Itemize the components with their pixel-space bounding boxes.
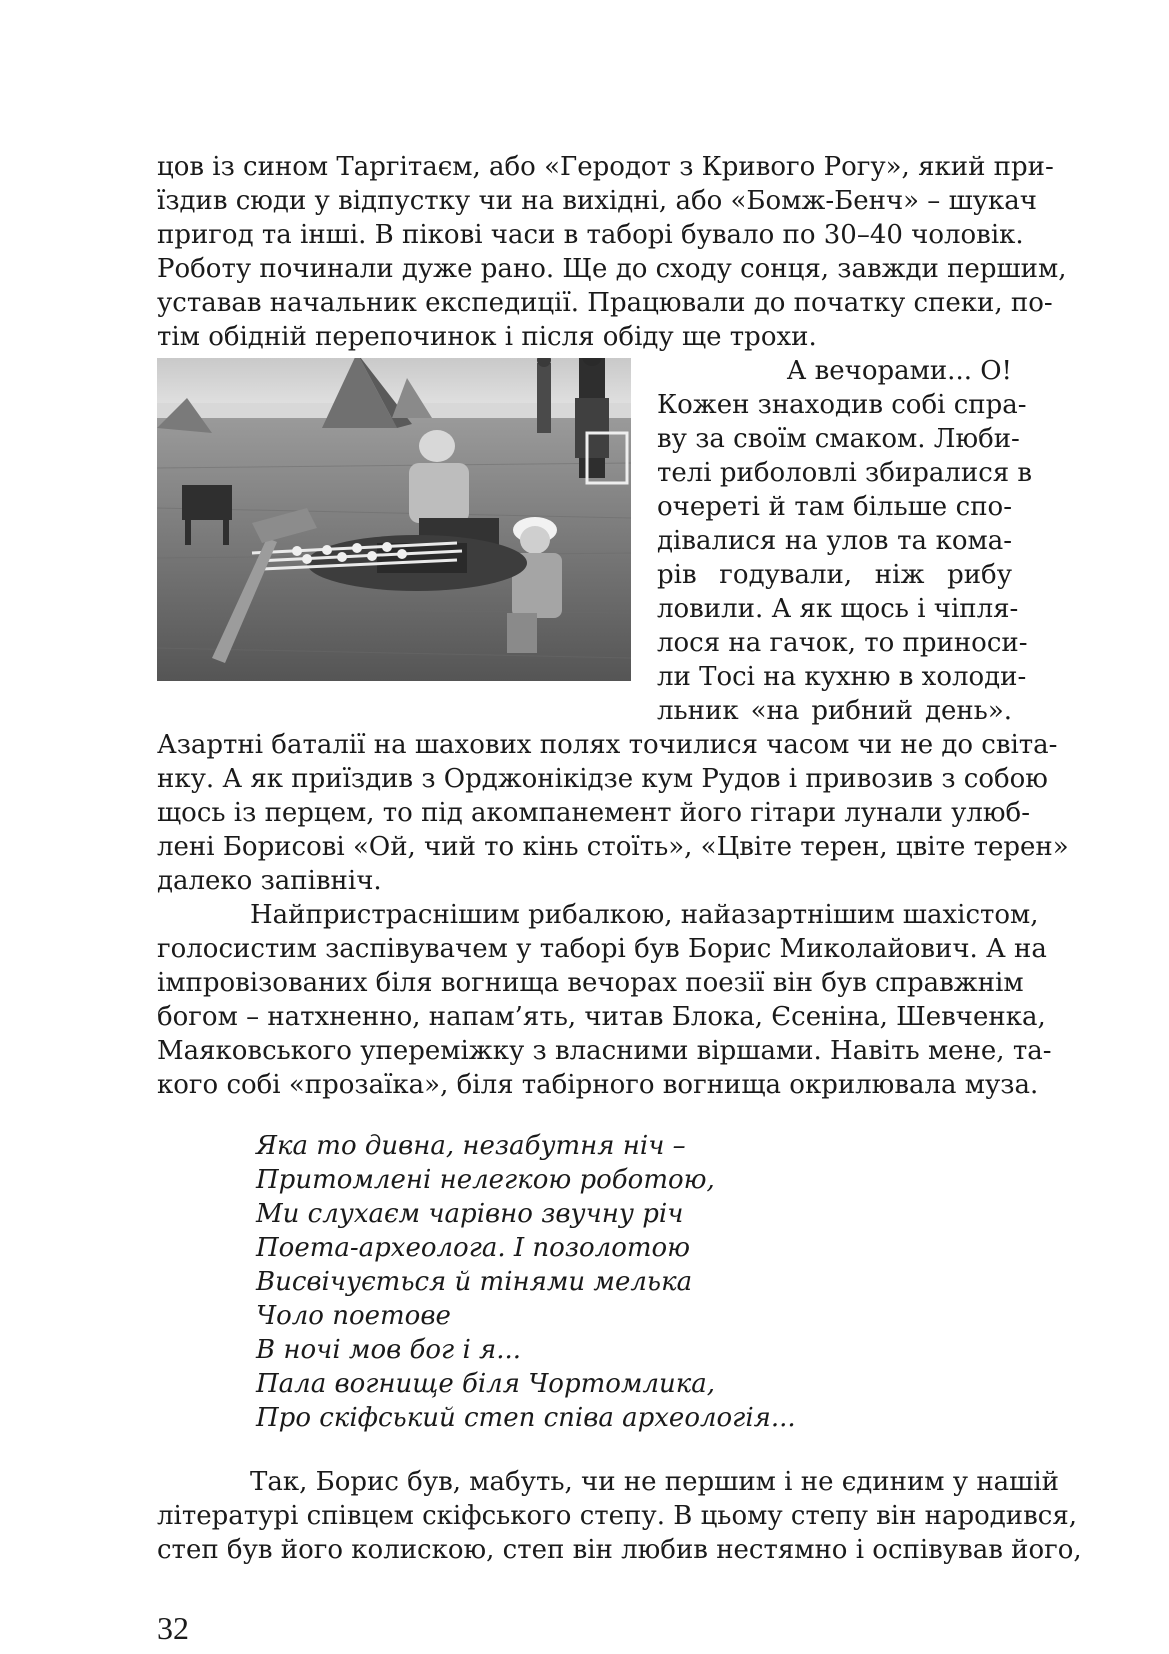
poem-line: Висвічується й тінями мелька	[256, 1267, 693, 1297]
text-line: Найпристраснішим рибалкою, найазартнішим шахістом,	[250, 900, 1039, 930]
text-line: голосистим заспівувачем у таборі був Борис Миколайович. А на	[157, 934, 1047, 964]
text-line: дівалися на улов та кома-	[657, 526, 1012, 556]
photo-image	[157, 358, 631, 681]
camp-photo	[157, 358, 631, 681]
text-line: тім обідній перепочинок і після обіду ще трохи.	[157, 322, 817, 352]
text-line: далеко запівніч.	[157, 866, 382, 896]
poem-line: В ночі мов бог і я...	[256, 1335, 522, 1365]
poem-line: Пала вогнище біля Чортомлика,	[256, 1369, 716, 1399]
page-number: 32	[157, 1610, 189, 1646]
text-line: ли Тосі на кухню в холоди-	[657, 662, 1027, 692]
text-line: імпровізованих біля вогнища вечорах поезії він був справжнім	[157, 968, 1024, 998]
text-line: Так, Борис був, мабуть, чи не першим і не єдиним у нашій	[250, 1467, 1059, 1497]
poem-line: Поета-археолога. І позолотою	[256, 1233, 691, 1263]
text-line: щось із перцем, то під акомпанемент його гітари лунали улюб-	[157, 798, 1030, 828]
text-line: лені Борисові «Ой, чий то кінь стоїть», «Цвіте терен, цвіте терен»	[157, 832, 1069, 862]
text-line: Маяковського упереміжку з власними віршами. Навіть мене, та-	[157, 1036, 1052, 1066]
text-line: Кожен знаходив собі спра-	[657, 390, 1027, 420]
text-line: рів годували, ніж рибу	[657, 560, 1012, 590]
text-line: ловили. А як щось і чіпля-	[657, 594, 1019, 624]
text-line: літературі співцем скіфського степу. В цьому степу він народився,	[157, 1501, 1078, 1531]
text-line: богом – натхненно, напам’ять, читав Блока, Єсеніна, Шевченка,	[157, 1002, 1046, 1032]
text-line: нку. А як приїздив з Орджонікідзе кум Рудов і привозив з собою	[157, 764, 1048, 794]
text-line: очереті й там більше спо-	[657, 492, 1012, 522]
text-line: Азартні баталії на шахових полях точилися часом чи не до світа-	[157, 730, 1058, 760]
text-line: А вечорами... О!	[786, 356, 1012, 386]
text-line: їздив сюди у відпустку чи на вихідні, або «Бомж-Бенч» – шукач	[157, 186, 1037, 216]
text-line: пригод та інші. В пікові часи в таборі бувало по 30–40 чоловік.	[157, 220, 1024, 250]
text-line: степ був його колискою, степ він любив нестямно і оспівував його,	[157, 1535, 1082, 1565]
poem-line: Ми слухаєм чарівно звучну річ	[256, 1199, 684, 1229]
poem-line: Чоло поетове	[256, 1301, 451, 1331]
poem-line: Про скіфський степ співа археологія...	[256, 1403, 796, 1433]
text-line: льник «на рибний день».	[657, 696, 1012, 726]
poem-line: Притомлені нелегкою роботою,	[256, 1165, 715, 1195]
text-line: ву за своїм смаком. Люби-	[657, 424, 1020, 454]
text-line: цов із сином Таргітаєм, або «Геродот з Кривого Рогу», який при-	[157, 152, 1054, 182]
text-line: уставав начальник експедиції. Працювали до початку спеки, по-	[157, 288, 1053, 318]
text-line: кого собі «прозаїка», біля табірного вогнища окрилювала муза.	[157, 1070, 1039, 1100]
text-line: телі риболовлі збиралися в	[657, 458, 1033, 488]
text-line: лося на гачок, то приноси-	[657, 628, 1028, 658]
text-line: Роботу починали дуже рано. Ще до сходу сонця, завжди першим,	[157, 254, 1067, 284]
poem-line: Яка то дивна, незабутня ніч –	[256, 1131, 686, 1161]
